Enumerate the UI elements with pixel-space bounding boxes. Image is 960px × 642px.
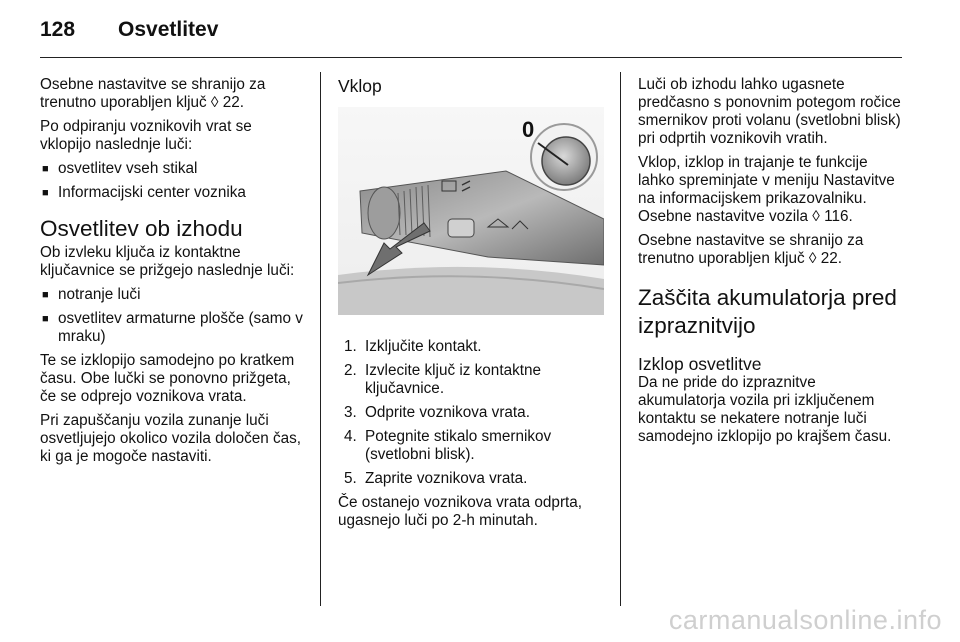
section-heading: Zaščita akumulatorja pred izpraznitvijo <box>638 285 897 338</box>
paragraph: Da ne pride do izpraznitve akumulatorja vozila pri izključenem kontaktu se nekatere notranje luči samodejno izklopijo po krajšem času. <box>638 374 892 445</box>
bullet-list <box>40 286 306 346</box>
column-left <box>40 76 306 472</box>
page-number: 128 <box>40 18 76 41</box>
list-item: 4. Potegnite stikalo smernikov (svetlobni blisk). <box>344 428 552 463</box>
paragraph: Osebne nastavitve se shranijo za trenutno uporabljen ključ ◊ 22. <box>40 76 266 111</box>
list-item: 5. Zaprite voznikova vrata. <box>344 470 528 487</box>
stalk-illustration <box>338 107 604 315</box>
header-rule <box>40 57 902 58</box>
column-divider-1 <box>320 72 321 606</box>
bullet-list <box>40 160 306 202</box>
list-item: 3. Odprite voznikova vrata. <box>344 404 530 421</box>
paragraph: Luči ob izhodu lahko ugasnete predčasno s ponovnim potegom ročice smernikov proti volanu (svetlobni blisk) pri odprtih voznikovih vratih. <box>638 76 901 147</box>
paragraph: Osebne nastavitve se shranijo za trenutno uporabljen ključ ◊ 22. <box>638 232 864 267</box>
chapter-title: Osvetlitev <box>118 18 219 41</box>
column-divider-2 <box>620 72 621 606</box>
paragraph: Po odpiranju voznikovih vrat se vklopijo naslednje luči: <box>40 118 252 153</box>
paragraph: Te se izklopijo samodejno po kratkem času. Obe lučki se ponovno prižgeta, če se odprejo voznikova vrata. <box>40 352 295 405</box>
section-heading: Osvetlitev ob izhodu <box>40 216 243 241</box>
list-item: ■ osvetlitev vseh stikal <box>40 160 306 178</box>
paragraph: Če ostanejo voznikova vrata odprta, ugasnejo luči po 2-h minutah. <box>338 494 583 529</box>
section-heading: Vklop <box>338 76 382 96</box>
list-item: ■ notranje luči <box>40 286 306 304</box>
numbered-list <box>338 338 606 488</box>
list-item: 1. Izključite kontakt. <box>344 338 482 355</box>
watermark: carmanualsonline.info <box>668 605 942 635</box>
column-middle <box>338 76 606 536</box>
paragraph: Ob izvleku ključa iz kontaktne ključavnice se prižgejo naslednje luči: <box>40 244 295 279</box>
column-right <box>638 76 906 452</box>
subsection-heading: Izklop osvetlitve <box>638 354 762 374</box>
paragraph: Pri zapuščanju vozila zunanje luči osvetljujejo okolico vozila določen čas, ki ga je mogoče nastaviti. <box>40 412 302 465</box>
paragraph: Vklop, izklop in trajanje te funkcije lahko spreminjate v meniju Nastavitve na informacijskem prikazovalniku. Osebne nastavitve vozila ◊ 116. <box>638 154 895 225</box>
list-item: ■ Informacijski center voznika <box>40 184 306 202</box>
list-item: ■ osvetlitev armaturne plošče (samo v mraku) <box>40 310 306 346</box>
list-item: 2. Izvlecite ključ iz kontaktne ključavnice. <box>344 362 541 397</box>
figure-label: 0 <box>522 117 535 142</box>
